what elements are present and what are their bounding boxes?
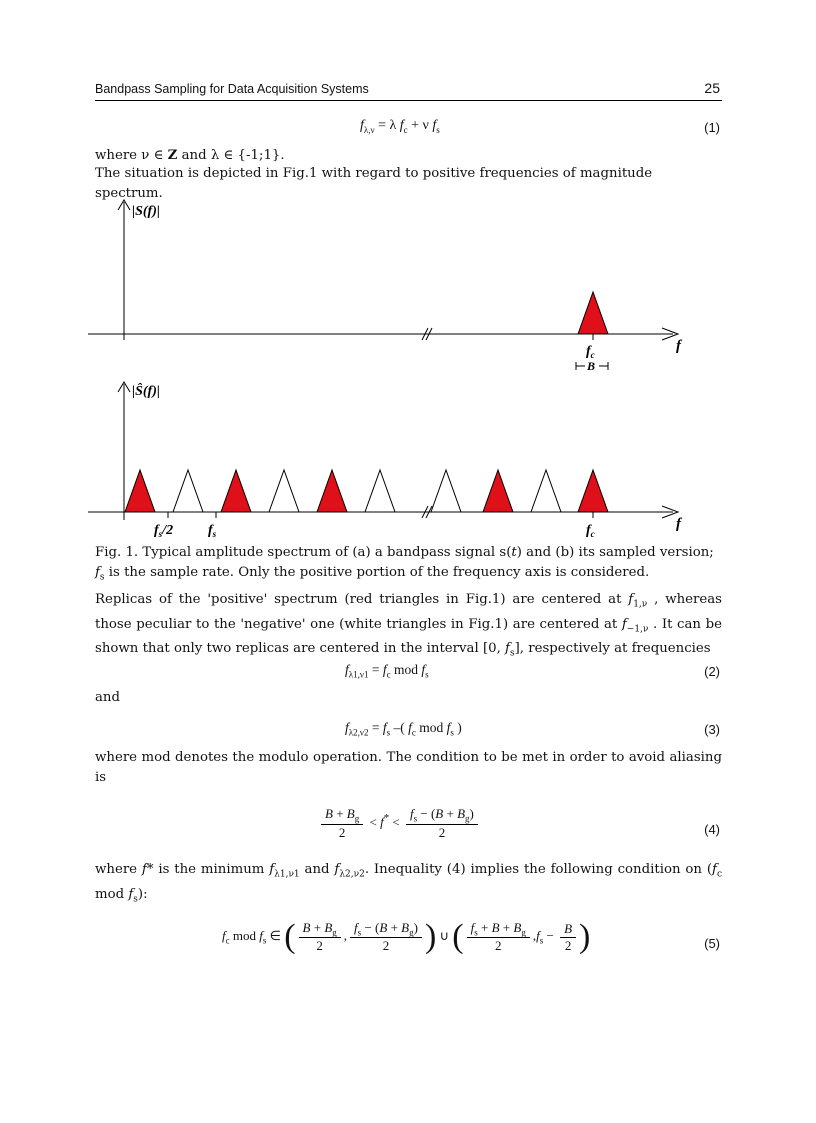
axis-f-label-bottom: f [676, 516, 681, 532]
running-header [95, 80, 722, 101]
bottom-spectrum-label: |Ŝ(f)| [132, 384, 160, 399]
equation-5: $f_c$ mod $f_s$ ∈ ( $\frac{B + B_g}{2}$ , $\frac{f_s - (B + B_g)}{2}$ ) ∪ ( $\frac{f_s + B + B_g}{2}$ $,f_s$ − $\frac{B}{2}$ ) [222, 918, 591, 955]
paragraph-minimum: where f* is the minimum $f_{\lambda 1,\nu 1}$ and $f_{\lambda 2,\nu 2}$. Inequality (4) implies the following condition on ($f_c$ mod $f_s$): [95, 862, 722, 905]
white-replica-triangle [531, 470, 561, 512]
axis-f-label-top: f [676, 338, 681, 354]
bandwidth-label: B [587, 359, 596, 373]
red-replica-triangle [125, 470, 155, 512]
fs-half-label: $f_s/2$ [154, 523, 174, 539]
white-replica-triangle [431, 470, 461, 512]
paragraph-where: where ν ∈ Z and λ ∈ {-1;1}. [95, 148, 285, 163]
paragraph-situation: The situation is depicted in Fig.1 with regard to positive frequencies of magnitude spectrum. [95, 166, 653, 201]
page-number: 25 [704, 80, 720, 96]
equation-4-number: (4) [704, 822, 720, 837]
figure-caption: Fig. 1. Typical amplitude spectrum of (a) a bandpass signal s(t) and (b) its sampled version; $f_s$ is the sample rate. Only the positive portion of the frequency axis is considered. [95, 545, 714, 583]
equation-3: $f_{\lambda 2,\nu 2} = f_s$ –( $f_c$ mod $f_s$ ) [345, 720, 462, 738]
top-red-triangle [578, 292, 608, 334]
red-replica-triangle [483, 470, 513, 512]
paragraph-replicas: Replicas of the 'positive' spectrum (red triangles in Fig.1) are centered at $f_{1,\nu}$ , whereas those peculiar to the 'negative' one (white triangles in Fig.1) are centered at $f_{-1,\nu}$ . It can be shown that only two replicas are centered in the interval [0, $f_s$], respectively at frequencies [95, 592, 722, 659]
equation-3-number: (3) [704, 722, 720, 737]
red-replica-triangle [221, 470, 251, 512]
replica-triangles [125, 470, 608, 512]
text-and: and [95, 690, 121, 705]
white-replica-triangle [269, 470, 299, 512]
red-replica-triangle [317, 470, 347, 512]
top-spectrum-label: |S(f)| [132, 204, 160, 219]
fc-label-bottom: $f_c$ [586, 523, 595, 539]
equation-2: $f_{\lambda 1,\nu 1} = f_c$ mod $f_s$ [345, 662, 429, 680]
equation-1-number: (1) [704, 120, 720, 135]
red-replica-triangle [578, 470, 608, 512]
spectrum-figure [88, 190, 708, 540]
equation-2-number: (2) [704, 664, 720, 679]
white-replica-triangle [365, 470, 395, 512]
equation-5-number: (5) [704, 936, 720, 951]
equation-4: $\frac{B + B_g}{2}$ < f* < $\frac{f_s - (B + B_g)}{2}$ [318, 806, 481, 841]
fc-label-top: $f_c$ [586, 344, 595, 360]
header-title: Bandpass Sampling for Data Acquisition Systems [95, 82, 369, 96]
equation-1: $f_{\lambda,\nu} = \lambda$ $f_c + \nu$ $f_s$ [360, 118, 440, 135]
fs-label: $f_s$ [208, 523, 217, 539]
white-replica-triangle [173, 470, 203, 512]
paragraph-mod: where mod denotes the modulo operation. The condition to be met in order to avoid aliasing is [95, 750, 722, 785]
